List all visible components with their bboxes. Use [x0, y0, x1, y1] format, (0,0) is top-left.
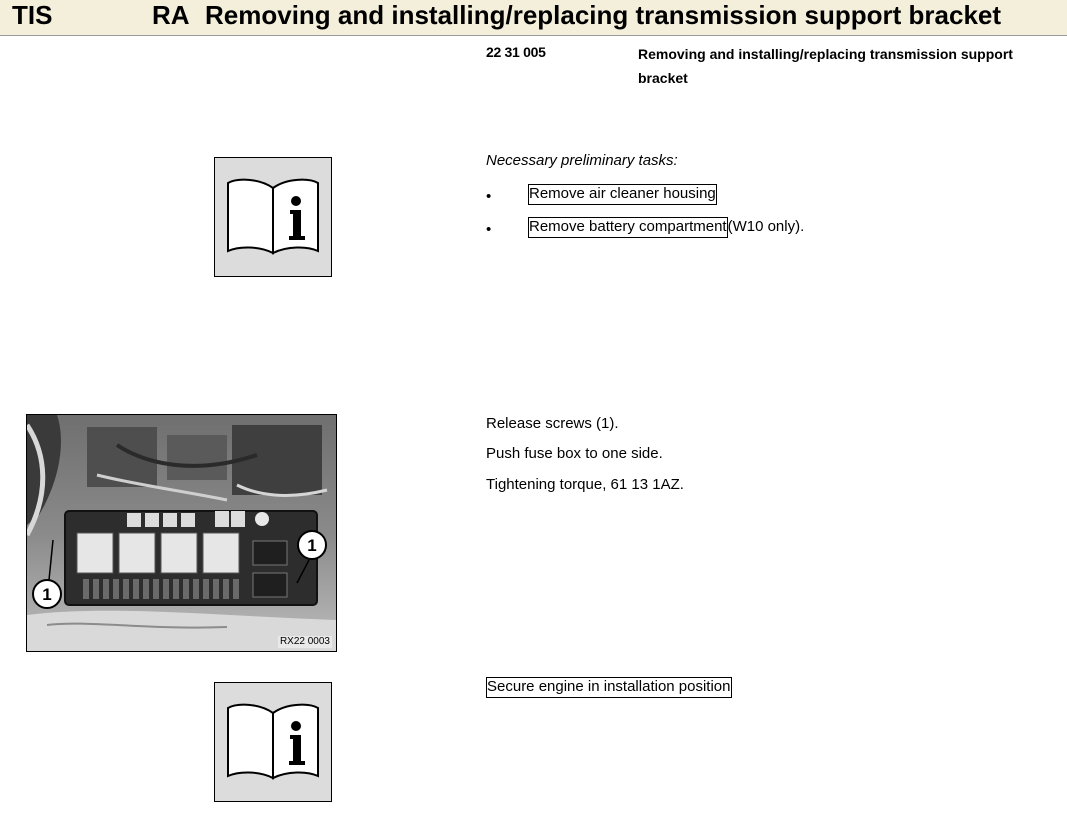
list-item: [528, 218, 804, 236]
header-code: RA: [152, 0, 190, 30]
step-2: [486, 678, 732, 696]
step-line: Release screws (1).: [486, 415, 619, 432]
step-line: Tightening torque, 61 13 1AZ.: [486, 476, 684, 493]
bullet-1: •: [486, 188, 492, 205]
image-code: RX22 0003: [279, 636, 330, 647]
list-item: [528, 185, 717, 203]
step-line: Push fuse box to one side.: [486, 445, 663, 462]
header-bar: [0, 0, 1067, 36]
link-secure-engine[interactable]: Secure engine in installation position: [486, 677, 732, 698]
link-remove-battery-compartment[interactable]: Remove battery compartment: [528, 217, 728, 238]
link-remove-air-cleaner-housing[interactable]: Remove air cleaner housing: [528, 184, 717, 205]
info-book-icon: [214, 157, 332, 277]
bullet-2: •: [486, 221, 492, 238]
fuse-box-photo: [26, 414, 337, 652]
prelim-heading: Necessary preliminary tasks:: [486, 152, 678, 169]
callout-label: 1: [307, 536, 317, 555]
app-name: TIS: [12, 0, 53, 30]
callout-label: 1: [42, 585, 52, 604]
document-title: Removing and installing/replacing transmission support bracket: [638, 46, 1013, 86]
document-number: 22 31 005: [486, 44, 546, 60]
page-title: Removing and installing/replacing transmission support bracket: [205, 0, 1002, 30]
item-suffix: (W10 only).: [727, 218, 805, 235]
info-book-icon: [214, 682, 332, 802]
